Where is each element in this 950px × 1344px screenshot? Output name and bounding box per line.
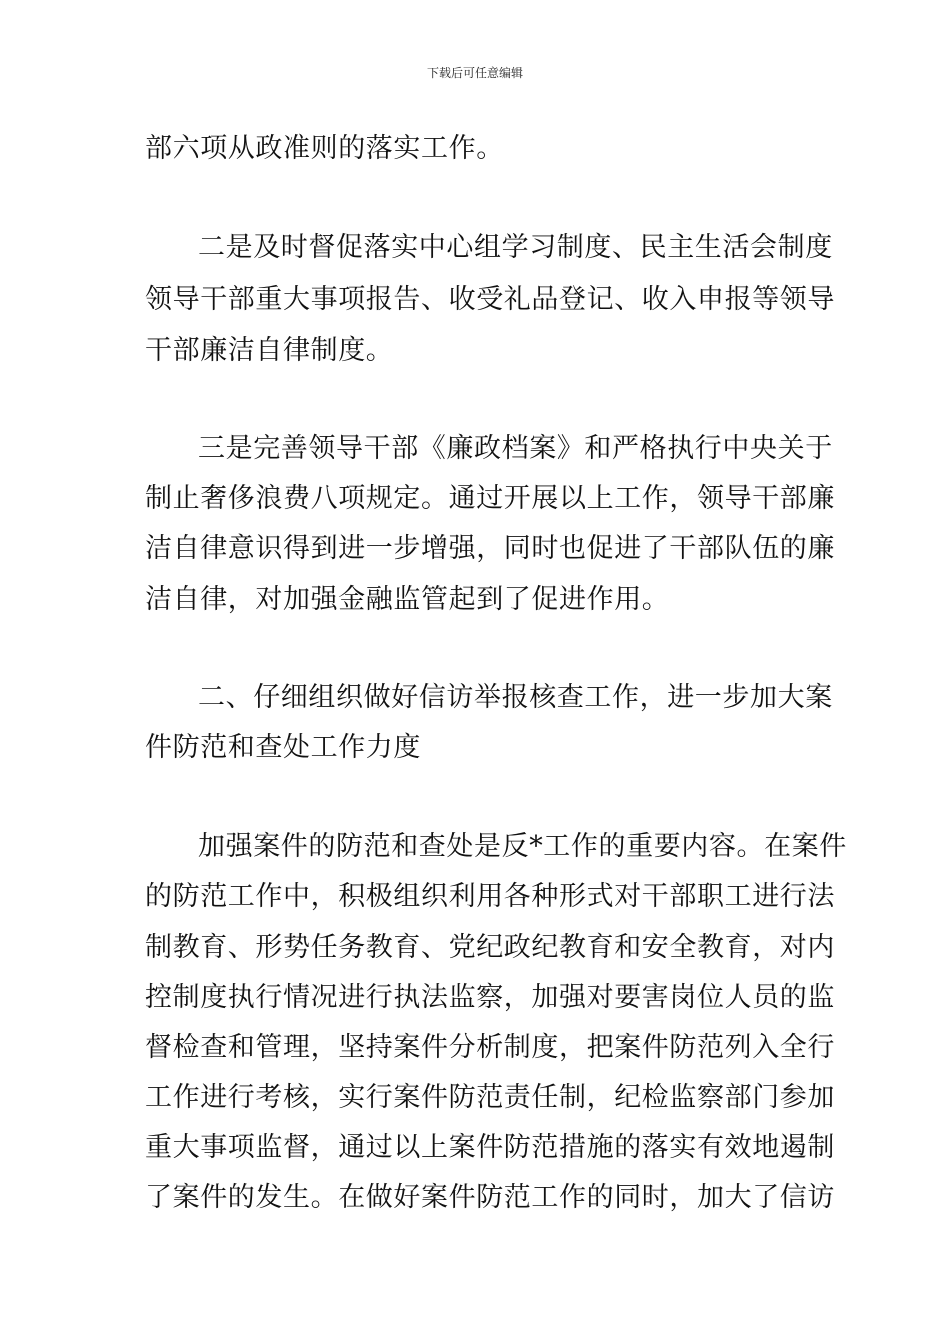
text-line: 领导干部重大事项报告、收受礼品登记、收入申报等领导 <box>145 284 835 315</box>
text-line: 了案件的发生。在做好案件防范工作的同时，加大了信访 <box>145 1182 835 1213</box>
paragraph-first-line: 加强案件的防范和查处是反*工作的重要内容。在案件 <box>198 831 847 862</box>
text-line: 制教育、形势任务教育、党纪政纪教育和安全教育，对内 <box>145 932 835 963</box>
section-heading-line: 件防范和查处工作力度 <box>145 732 421 763</box>
text-line: 洁自律，对加强金融监管起到了促进作用。 <box>145 584 670 615</box>
text-line: 干部廉洁自律制度。 <box>145 335 394 366</box>
text-line: 重大事项监督，通过以上案件防范措施的落实有效地遏制 <box>145 1132 835 1163</box>
paragraph-first-line: 三是完善领导干部《廉政档案》和严格执行中央关于 <box>198 433 833 464</box>
paragraph-first-line: 二是及时督促落实中心组学习制度、民主生活会制度 <box>198 232 833 263</box>
text-line: 控制度执行情况进行执法监察，加强对要害岗位人员的监 <box>145 982 835 1013</box>
text-line: 督检查和管理，坚持案件分析制度，把案件防范列入全行 <box>145 1032 835 1063</box>
text-line: 制止奢侈浪费八项规定。通过开展以上工作，领导干部廉 <box>145 483 835 514</box>
text-line: 洁自律意识得到进一步增强，同时也促进了干部队伍的廉 <box>145 533 835 564</box>
text-line: 工作进行考核，实行案件防范责任制，纪检监察部门参加 <box>145 1082 835 1113</box>
section-heading-line: 二、仔细组织做好信访举报核查工作，进一步加大案 <box>198 682 833 713</box>
text-line: 部六项从政准则的落实工作。 <box>145 133 504 164</box>
page-header: 下载后可任意编辑 <box>426 66 523 80</box>
text-line: 的防范工作中，积极组织利用各种形式对干部职工进行法 <box>145 881 835 912</box>
